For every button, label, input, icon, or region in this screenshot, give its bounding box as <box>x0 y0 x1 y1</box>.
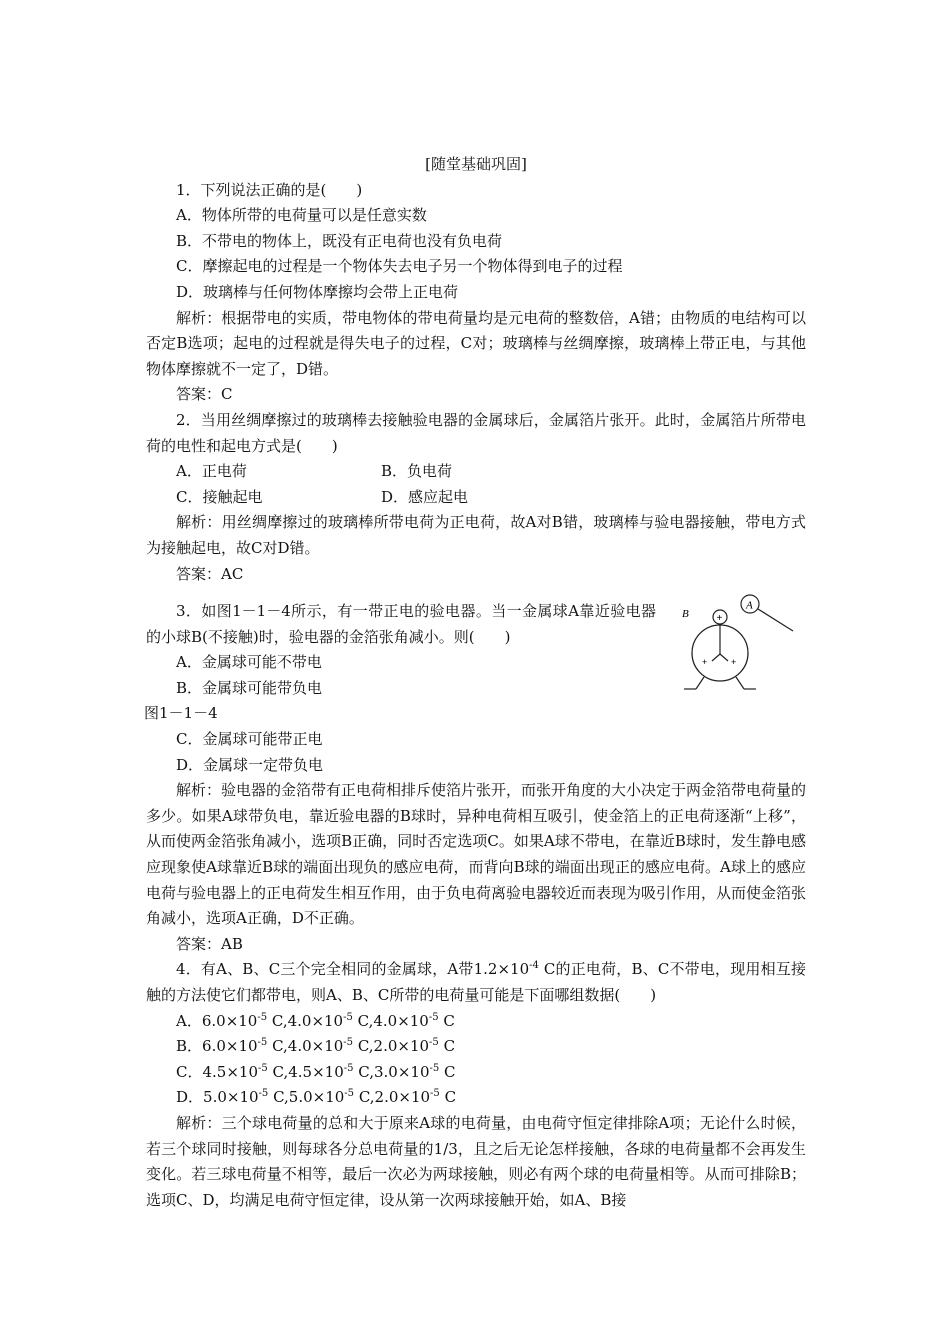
q4-stem-pre: 4．有A、B、C三个完全相同的金属球，A带1.2×10 <box>176 960 530 979</box>
q3-option-c: C．金属球可能带正电 <box>176 730 323 749</box>
q2-options-row-2 <box>146 485 806 511</box>
q2-option-c: C．接触起电 <box>176 487 263 506</box>
q4-stem <box>146 957 806 1008</box>
sphere-b-label: B <box>682 608 689 621</box>
q2-analysis: 解析：用丝绸摩擦过的玻璃棒所带电荷为正电荷，故A对B错，玻璃棒与验电器接触，带电方式为接触起电，故C对D错。 <box>146 513 806 557</box>
q3-answer: 答案：AB <box>176 934 243 953</box>
q1-option-c: C．摩擦起电的过程是一个物体失去电子另一个物体得到电子的过程 <box>176 257 623 276</box>
q3-block <box>146 599 806 701</box>
q3-option-b: B．金属球可能带负电 <box>176 678 323 697</box>
q1-option-b: B．不带电的物体上，既没有正电荷也没有负电荷 <box>176 231 503 250</box>
q4-option-a: A．$6.0\times 10^{-5}$ $C,4.0\times 10^{-5}$ $C,4.0\times 10^{-5}$ C <box>176 1011 455 1030</box>
document-page <box>146 152 806 1213</box>
q4-stem-post: C的正电荷，B、C不带电，现用相互接触的方法使它们都带电，则A、B、C所带的电荷量可能是下面哪组数据( ) <box>146 960 806 1004</box>
q3-option-d: D．金属球一定带负电 <box>176 755 324 774</box>
q2-answer: 答案：AC <box>176 564 244 583</box>
q3-analysis: 解析：验电器的金箔带有正电荷相排斥使箔片张开，而张开角度的大小决定于两金箔带电荷量的多少。如果A球带负电，靠近验电器的B球时，异种电荷相互吸引，使金箔上的正电荷逐渐“上移”，从而使两金箔张角减小，选项B正确，同时否定选项C。如果A球不带电，在靠近B球时，发生静电感应现象使A球靠近B球的端面出现负的感应电荷，而背向B球的端面出现正的感应电荷。A球上的感应电荷与验电器上的正电荷发生相互作用，由于负电荷离验电器较近而表现为吸引作用，从而使金箔张角减小，选项A正确，D不正确。 <box>146 781 807 928</box>
q4-option-c: C．$4.5\times 10^{-5}$ $C,4.5\times 10^{-5}$ $C,3.0\times 10^{-5}$ C <box>176 1062 456 1081</box>
sphere-a-label: A <box>746 599 753 612</box>
q4-option-b: B．$6.0\times 10^{-5}$ $C,4.0\times 10^{-5}$ $C,2.0\times 10^{-5}$ C <box>176 1037 456 1056</box>
q2-option-a: A．正电荷 <box>176 462 247 481</box>
q1-stem: 1．下列说法正确的是( ) <box>176 180 363 199</box>
leg-left <box>696 677 704 689</box>
q1-option-d: D．玻璃棒与任何物体摩擦均会带上正电荷 <box>176 282 459 301</box>
q1-option-a: A．物体所带的电荷量可以是任意实数 <box>176 206 427 225</box>
q4-option-d: D．$5.0\times 10^{-5}$ $C,5.0\times 10^{-5}$ $C,2.0\times 10^{-5}$ C <box>176 1088 457 1107</box>
leg-right <box>736 677 744 689</box>
q4-stem-exp: -4 <box>529 960 539 972</box>
sphere-a-rod <box>758 609 793 631</box>
figure-caption: 图1－1－4 <box>144 704 218 723</box>
q3-option-a: A．金属球可能不带电 <box>176 653 322 672</box>
leaf-right <box>720 654 728 661</box>
q2-stem: 2．当用丝绸摩擦过的玻璃棒去接触验电器的金属球后，金属箔片张开。此时，金属箔片所带电荷的电性和起电方式是( ) <box>146 410 806 455</box>
q1-analysis: 解析：根据带电的实质，带电物体的带电荷量均是元电荷的整数倍，A错；由物质的电结构可以否定B选项；起电的过程就是得失电子的过程，C对；玻璃棒与丝绸摩擦，玻璃棒上带正电，与其他物体摩擦就不一定了，D错。 <box>146 308 806 378</box>
q2-options-row-1 <box>146 459 806 485</box>
q2-option-b: B．负电荷 <box>381 462 453 481</box>
q3-stem: 3．如图1－1－4所示，有一带正电的验电器。当一金属球A靠近验电器的小球B(不接触)时，验电器的金箔张角减小。则( ) <box>146 602 656 646</box>
sphere-b-plus: + <box>716 613 723 625</box>
q2-option-d: D．感应起电 <box>381 487 469 506</box>
leaf-plus-left: + <box>702 657 708 668</box>
q1-answer: 答案：C <box>176 385 233 404</box>
leaf-left <box>712 654 720 661</box>
q4-analysis: 解析：三个球电荷量的总和大于原来A球的电荷量，由电荷守恒定律排除A项；无论什么时候，若三个球同时接触，则每球各分总电荷量的1/3，且之后无论怎样接触，各球的电荷量都不会再发生变化。若三球电荷量不相等，最后一次必为两球接触，则必有两个球的电荷量相等。从而可排除B；选项C、D，均满足电荷守恒定律，设从第一次两球接触开始，如A、B接 <box>146 1113 806 1209</box>
section-title: [随堂基础巩固] <box>425 155 527 173</box>
electroscope-figure <box>662 589 812 729</box>
leaf-plus-right: + <box>731 657 737 668</box>
